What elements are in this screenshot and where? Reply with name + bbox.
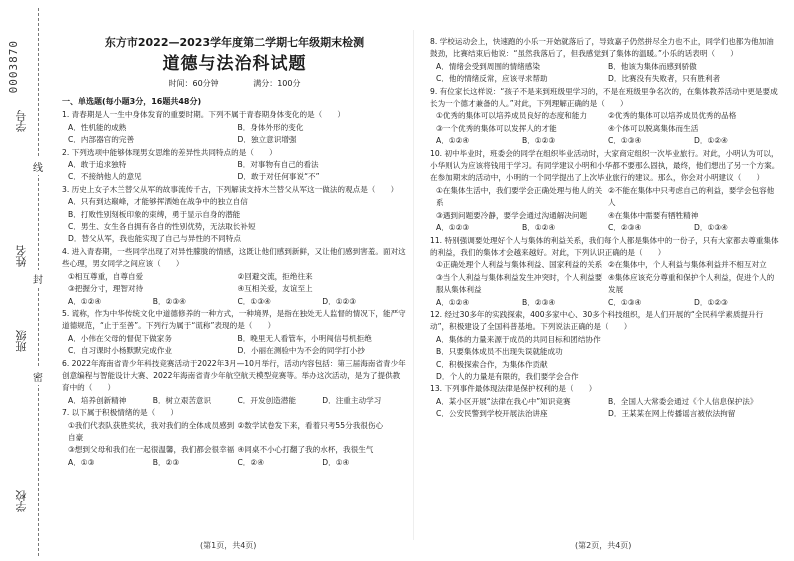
answer-option: B．②③ bbox=[152, 457, 180, 467]
exam-score: 满分：100分 bbox=[253, 79, 301, 88]
statement-item: ①优秀的集体可以培养成员良好的态度和能力 bbox=[436, 111, 588, 121]
answer-option: A．①③ bbox=[68, 457, 95, 467]
answer-option: A．只有到达巅峰，才能够挥洒她在战争中的独立自信 bbox=[68, 197, 248, 207]
answer-option: D．个人的力量是有限的，我们要学会合作 bbox=[436, 371, 579, 381]
answer-option: B．树立艰苦意识 bbox=[152, 395, 212, 405]
answer-option: A．①②④ bbox=[436, 297, 470, 307]
statement-item: ②数学试卷发下来，看着只考55分我很伤心 bbox=[237, 420, 384, 430]
option-list bbox=[430, 222, 780, 234]
right-column bbox=[430, 36, 780, 421]
answer-option: C．内部器官的完善 bbox=[68, 135, 135, 145]
statement-item: ④在集体中需要有牺牲精神 bbox=[608, 210, 699, 220]
answer-option: D．独立意识增强 bbox=[237, 135, 297, 145]
column-divider bbox=[413, 30, 414, 540]
answer-option: D．小丽在测验中为不会的同学打小抄 bbox=[237, 346, 365, 356]
question-stem: 13. 下列事件最体现法律是保护权利的是（ ） bbox=[430, 384, 597, 394]
answer-option: B．全国人大常委会通过《个人信息保护法》 bbox=[608, 396, 758, 406]
option-list bbox=[430, 61, 780, 86]
answer-option: D．替父从军，我也能实现了自己与异性的不同特点 bbox=[68, 234, 241, 244]
option-list bbox=[430, 396, 780, 421]
question-stem: 2. 下列选项中能够体现男女思维的差异性共同特点的是（ ） bbox=[62, 147, 277, 157]
statement-list bbox=[430, 110, 780, 135]
question-stem: 12. 经过30多年的实践探索，400多家中心、30多个科技组织，是人们开展的“全民科学素质提升行动”，积极建设了全国科普基地。下列说法正确的是（ ） bbox=[430, 309, 764, 332]
exam-title: 东方市2022—2023学年度第二学期七年级期末检测 bbox=[104, 36, 365, 49]
answer-option: D．敢于对任何事说“不” bbox=[237, 172, 320, 182]
question-stem: 7. 以下属于积极情绪的是（ ） bbox=[62, 408, 178, 418]
answer-option: D．①②③ bbox=[694, 297, 728, 307]
statement-item: ④互相关爱，友谊至上 bbox=[237, 284, 313, 294]
answer-option: A．某小区开展“法律在我心中”知识竞赛 bbox=[436, 396, 571, 406]
answer-option: A．小伟在父母的督促下做家务 bbox=[68, 333, 172, 343]
statement-item: ③一个优秀的集体可以发挥人的才能 bbox=[436, 123, 557, 133]
answer-option: A．情绪会受到周围的情绪感染 bbox=[436, 61, 540, 71]
answer-option: B．打败性别刻板印象的束缚，勇于显示自身的潜能 bbox=[68, 209, 241, 219]
question-stem: 5. 谎称，作为中华传统文化中道德修养的一种方式，一种境界，是指在独处无人监督的情况下，能严守道德规范，“止于至善”。下列行为属于“谎称”表现的是（ ） bbox=[62, 308, 406, 331]
answer-option: B．①②③ bbox=[522, 136, 556, 146]
option-list bbox=[430, 135, 780, 147]
option-list bbox=[62, 333, 407, 358]
statement-item: ②优秀的集体可以培养成员优秀的品格 bbox=[608, 111, 737, 121]
answer-option: C．①③④ bbox=[608, 136, 642, 146]
answer-option: C．积极探索合作，为集体作贡献 bbox=[436, 359, 548, 369]
question-stem: 1. 青春期是人一生中身体发育的重要时期。下列不属于青春期身体变化的是（ ） bbox=[62, 110, 346, 120]
answer-option: B．晚里无人看管车，小明闯信号机拒绝 bbox=[237, 333, 372, 343]
right-question-list bbox=[430, 36, 780, 421]
option-list bbox=[62, 196, 407, 246]
answer-option: C．他的情绪反常，应该寻求帮助 bbox=[436, 74, 548, 84]
statement-item: ③遇到问题要冷静，要学会通过沟通解决问题 bbox=[436, 210, 588, 220]
binding-mark-line: 线 bbox=[33, 158, 43, 175]
answer-option: D．①②③ bbox=[322, 296, 357, 306]
answer-option: D．比赛没有失败者，只有胜利者 bbox=[608, 74, 721, 84]
answer-option: B．身体外形的变化 bbox=[237, 122, 304, 132]
statement-item: ④个体可以脱离集体而生活 bbox=[608, 123, 699, 133]
statement-item: ②在集体中，个人利益与集体利益并不相互对立 bbox=[608, 260, 767, 270]
exam-meta bbox=[62, 78, 407, 90]
answer-option: D．①②④ bbox=[694, 136, 728, 146]
statement-item: ④集体应该充分尊重和保护个人利益，促进个人的发展 bbox=[608, 272, 775, 295]
binding-mark-seal: 封 bbox=[33, 270, 43, 287]
answer-option: C．自习课时小杨默默完成作业 bbox=[68, 346, 173, 356]
left-question-list bbox=[62, 109, 407, 469]
option-list bbox=[62, 395, 407, 407]
left-column bbox=[62, 36, 407, 469]
statement-item: ①相互尊重，自尊自爱 bbox=[68, 271, 144, 281]
page-number-right: (第2页，共4页) bbox=[575, 541, 632, 550]
answer-option: C．男生、女生各自拥有各自的性别优势，无法取长补短 bbox=[68, 222, 256, 232]
label-name: 姓名 bbox=[15, 245, 28, 267]
statement-list bbox=[62, 271, 407, 296]
section-heading: 一、单选题(每小题3分，16题共48分) bbox=[62, 97, 202, 106]
question-stem: 11. 特别强调要处理好个人与集体的利益关系，我们每个人都是集体中的一份子，只有大家都去尊重集体的利益，我们的集体才会越来越好。对此，下列认识正确的是（ ） bbox=[430, 235, 779, 257]
answer-option: C．②③④ bbox=[608, 223, 642, 233]
exam-time: 时间：60分钟 bbox=[168, 79, 219, 88]
statement-item: ①在集体生活中，我们要学会正确处理与他人的关系 bbox=[436, 185, 603, 208]
option-list bbox=[62, 122, 407, 147]
answer-option: A．①②③ bbox=[436, 223, 470, 233]
question-stem: 9. 有位家长这样说：“孩子不是来到班级里学习的，不是在班级里争名次的，在集体教养活动中更是要成长为一个德才兼备的人。”对此，下列理解正确的是（ ） bbox=[430, 86, 778, 109]
answer-option: C．公安民警到学校开展法治讲座 bbox=[436, 409, 548, 419]
binding-mark-secret: 密 bbox=[33, 368, 43, 385]
answer-option: D．王某某在网上传播谣言被依法拘留 bbox=[608, 409, 736, 419]
answer-option: B．他该为集体而感到骄傲 bbox=[608, 61, 697, 71]
option-list bbox=[430, 334, 780, 384]
subject-title: 道德与法治科试题 bbox=[162, 54, 307, 74]
label-class: 班级 bbox=[15, 330, 28, 352]
answer-option: C．①③④ bbox=[237, 296, 271, 306]
answer-option: B．②③④ bbox=[522, 297, 556, 307]
answer-option: A．集体的力量来源于成员的共同目标和团结协作 bbox=[436, 334, 601, 344]
statement-list bbox=[430, 185, 780, 222]
statement-list bbox=[430, 259, 780, 296]
statement-item: ③把握分寸，理智对待 bbox=[68, 284, 144, 294]
answer-option: B．②③④ bbox=[152, 296, 186, 306]
answer-option: A．敢于追求独特 bbox=[68, 160, 127, 170]
option-list bbox=[62, 159, 407, 184]
question-stem: 8. 学校运动会上，快速跑的小乐一开始就落后了，导致嘉子仍然拼尽全力也不止，同学们也都为他加油鼓劲，比赛结束后他说：“虽然我落后了，但我感觉到了集体的温暖。”小乐的话表明（ ） bbox=[430, 37, 774, 59]
statement-item: ③想到父母和我们在一起很温馨，我们都会很幸福 bbox=[68, 445, 235, 455]
option-list bbox=[62, 457, 407, 469]
answer-option: C．②④ bbox=[237, 457, 265, 467]
question-stem: 10. 初中毕业时，班委会的同学在组织毕业活动时，大家商定组织一次毕业旅行。对此，小明认为可以，小华则认为应该将钱用于学习。有同学建议小明和小华都不要那么固执，最终，他们想出了另一个方案。在参加期末的活动中，小明的一个同学提出了上次毕业旅行的建议。那么，你会对小明建议（ ） bbox=[430, 148, 780, 183]
statement-item: ④同桌不小心打翻了我的水杯，我很生气 bbox=[237, 445, 374, 455]
serial-number: 0003870 bbox=[7, 40, 20, 94]
answer-option: A．性机能的成熟 bbox=[68, 122, 127, 132]
answer-option: B．①②④ bbox=[522, 223, 556, 233]
answer-option: B．只要集体成员不出现失误就能成功 bbox=[436, 347, 563, 357]
statement-item: ①正确处理个人利益与集体利益、国家利益的关系 bbox=[436, 260, 603, 270]
answer-option: A．培养创新精神 bbox=[68, 395, 127, 405]
statement-item: ②回避交流，拒绝往来 bbox=[237, 271, 313, 281]
answer-option: B．对事物有自己的看法 bbox=[237, 160, 319, 170]
question-stem: 3. 历史上女子木兰替父从军的故事流传千古，下列解读支持木兰替父从军这一做法的观点是（ ） bbox=[62, 184, 399, 194]
label-school: 学校 bbox=[15, 490, 28, 512]
answer-option: D．注重主动学习 bbox=[322, 395, 382, 405]
statement-list bbox=[62, 420, 407, 457]
page-number-left: (第1页，共4页) bbox=[200, 541, 257, 550]
answer-option: D．①④ bbox=[322, 457, 350, 467]
statement-item: ③当个人利益与集体利益发生冲突时，个人利益要服从集体利益 bbox=[436, 272, 603, 295]
question-stem: 6. 2022年海南省青少年科技竞赛活动于2022年3月—10月举行，活动内容包括：第三届海南省青少年创意编程与智能设计大赛、2022年海南省青少年航空航天模型竞赛等。举办这次活动，是为了提供教育中的（ ） bbox=[62, 358, 406, 393]
binding-strip bbox=[0, 0, 62, 561]
statement-item: ①我们代表队获胜奖状，我对我们的全体成员感到自豪 bbox=[68, 420, 235, 442]
option-list bbox=[430, 297, 780, 309]
option-list bbox=[62, 296, 407, 308]
question-stem: 4. 进入青春期，一些同学出现了对异性朦胧的情感，这既让他们感到新鲜，又让他们感到害羞。面对这些心理，男女同学之间应该（ ） bbox=[62, 246, 406, 269]
answer-option: A．①②④ bbox=[436, 136, 470, 146]
label-student-id: 学号 bbox=[15, 110, 28, 132]
answer-option: C．开发创造潜能 bbox=[237, 395, 296, 405]
statement-item: ②不能在集体中只考虑自己的利益，要学会包容他人 bbox=[608, 185, 775, 208]
answer-option: D．①③④ bbox=[694, 223, 728, 233]
answer-option: A．①②④ bbox=[68, 296, 102, 306]
answer-option: C．不接纳他人的意见 bbox=[68, 172, 142, 182]
answer-option: C．①③④ bbox=[608, 297, 642, 307]
